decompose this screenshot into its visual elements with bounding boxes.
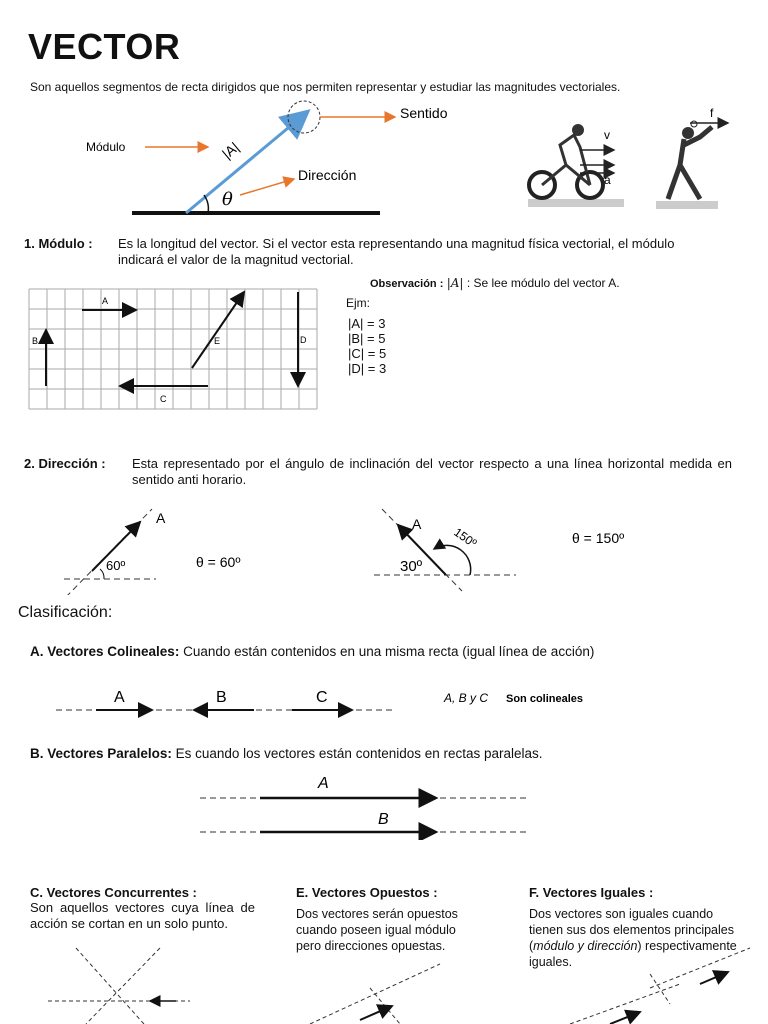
modulo-vector-label: |A| (218, 138, 242, 162)
svg-text:C: C (160, 394, 167, 404)
svg-text:D: D (300, 335, 307, 345)
colineales-heading: A. Vectores Colineales: (30, 644, 180, 659)
vector-a-arrow (186, 113, 306, 213)
opuestos-heading: E. Vectores Opuestos : (296, 885, 438, 900)
sec1-heading: 1. Módulo : (24, 236, 93, 251)
sec2-text: Esta representado por el ángulo de inclinación del vector respecto a una línea horizontal medida en sentido anti horario. (132, 456, 732, 487)
modulo-label: Módulo (86, 140, 126, 154)
batter-illustration (656, 106, 728, 209)
svg-text:A: A (102, 296, 109, 306)
svg-text:A: A (412, 516, 422, 532)
svg-text:Son colineales: Son colineales (506, 693, 584, 705)
cyclist-illustration (528, 124, 624, 207)
paralelos-diagram (0, 768, 768, 840)
theta-label: θ (222, 189, 233, 210)
svg-text:f: f (710, 106, 714, 120)
colineales-diagram (0, 674, 768, 724)
modulo-grid (28, 288, 320, 410)
ejm-label: Ejm: (346, 296, 370, 310)
example-b: |B| = 5 (348, 331, 386, 346)
svg-text:A: A (156, 510, 166, 526)
svg-text:60º: 60º (106, 558, 126, 573)
direccion-label: Dirección (298, 167, 357, 183)
concurrentes-text: Son aquellos vectores cuya línea de acción se cortan en un solo punto. (30, 900, 255, 931)
svg-text:30º: 30º (400, 558, 423, 575)
obs-symbol: |A| (446, 276, 464, 290)
paralelos-heading: B. Vectores Paralelos: (30, 746, 172, 761)
svg-text:B: B (32, 336, 39, 346)
vector-parts-diagram (0, 95, 768, 225)
direccion-arrow (240, 179, 294, 195)
paralelos-line (30, 746, 543, 761)
obs-label: Observación : (370, 278, 444, 290)
svg-text:θ = 150º: θ = 150º (572, 530, 625, 546)
svg-text:a: a (604, 173, 611, 187)
svg-text:B: B (216, 689, 227, 706)
clasificacion-heading: Clasificación: (18, 604, 113, 621)
sec2-heading: 2. Dirección : (24, 456, 106, 471)
sense-circle (288, 101, 320, 133)
iguales-text: Dos vectores son iguales cuando tienen sus dos elementos principales (módulo y dirección) respectivamente iguales. (529, 907, 737, 969)
page-title: VECTOR (28, 26, 181, 67)
example-d: |D| = 3 (348, 361, 387, 376)
bottom-diagrams (0, 944, 768, 1024)
svg-text:A: A (114, 689, 125, 706)
svg-text:B: B (378, 811, 389, 828)
modulo-examples (348, 316, 386, 376)
direction-figures (0, 505, 768, 595)
example-a: |A| = 3 (348, 316, 386, 331)
intro-text: Son aquellos segmentos de recta dirigidos que nos permiten representar y estudiar las magnitudes vectoriales. (30, 80, 621, 94)
svg-text:A: A (318, 775, 329, 792)
colineales-text: Cuando están contenidos en una misma recta (igual línea de acción) (183, 644, 595, 659)
concurrentes-heading: C. Vectores Concurrentes : (30, 885, 197, 900)
svg-text:E: E (214, 336, 221, 346)
opuestos-text: Dos vectores serán opuestos cuando poseen igual módulo pero direcciones opuestas. (296, 907, 458, 953)
paralelos-text: Es cuando los vectores están contenidos en rectas paralelas. (175, 746, 543, 761)
obs-text: : Se lee módulo del vector A. (466, 276, 620, 290)
iguales-heading: F. Vectores Iguales : (529, 885, 654, 900)
svg-text:C: C (316, 689, 328, 706)
example-c: |C| = 5 (348, 346, 387, 361)
svg-text:θ = 60º: θ = 60º (196, 554, 241, 570)
svg-text:150º: 150º (451, 524, 480, 551)
svg-text:A, B y C: A, B y C (444, 691, 489, 705)
colineales-line (30, 644, 594, 659)
concurrentes-block (30, 885, 255, 932)
sec1-text: Es la longitud del vector. Si el vector esta representando una magnitud física vectorial, el módulo indicará el valor de la magnitud vectorial. (118, 236, 675, 267)
svg-text:v: v (604, 128, 610, 142)
sentido-label: Sentido (400, 105, 448, 121)
